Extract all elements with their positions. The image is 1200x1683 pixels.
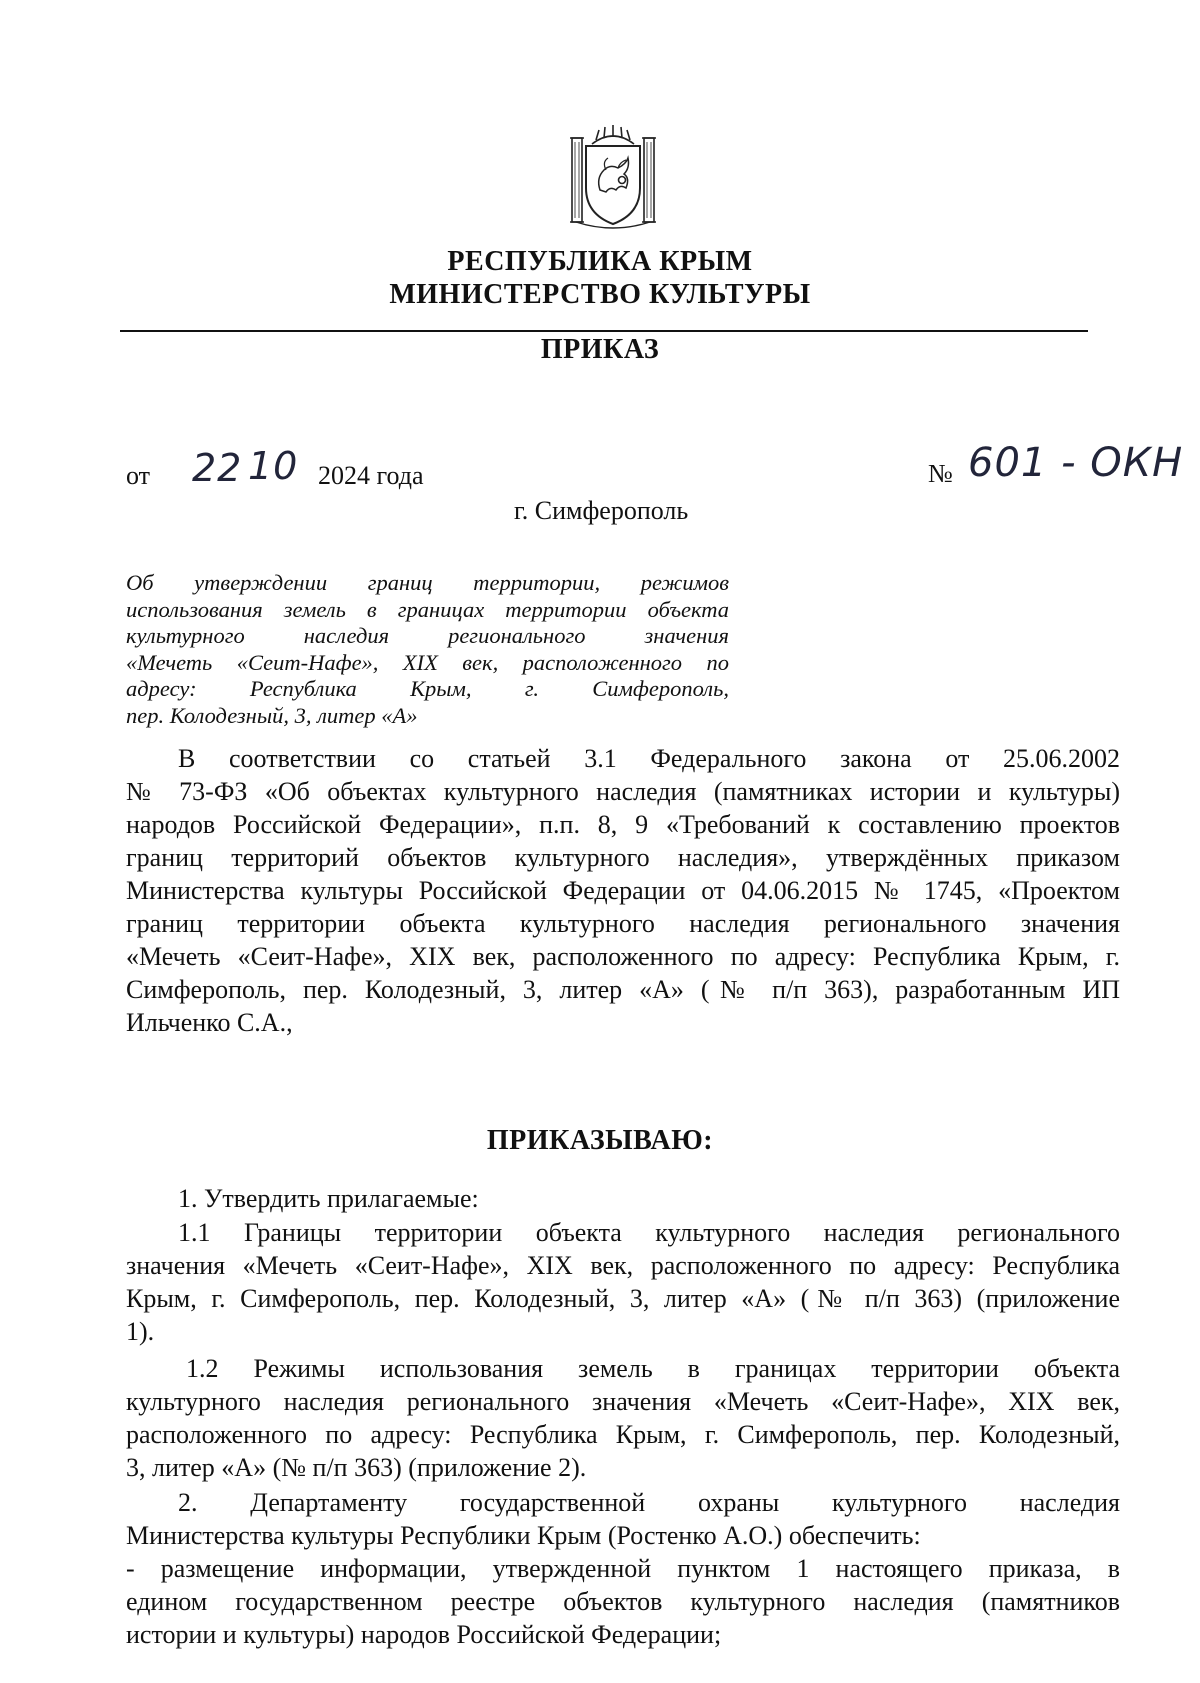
header-republic: РЕСПУБЛИКА КРЫМ: [447, 246, 753, 277]
item-1-1: [126, 1216, 1120, 1348]
item-2-line: - размещение информации, утвержденной пунктом 1 настоящего приказа, в: [126, 1554, 1120, 1583]
preamble-paragraph: [126, 742, 1120, 1039]
handwritten-number: 601 - ОКН: [968, 440, 1184, 486]
coat-of-arms-emblem: [566, 118, 660, 230]
city: г. Симферополь: [514, 496, 689, 525]
item-2-line: истории и культуры) народов Российской Федерации;: [126, 1620, 722, 1649]
item-1-1-line: Крым, г. Симферополь, пер. Колодезный, 3, литер «А» (№ п/п 363) (приложение: [126, 1284, 1120, 1313]
item-2-line: едином государственном реестре объектов культурного наследия (памятников: [126, 1587, 1120, 1616]
subject-line: культурного наследия регионального значения: [126, 623, 729, 648]
item-1-2-line: 1.2 Режимы использования земель в границах территории объекта: [186, 1354, 1120, 1383]
item-1-1-line: значения «Мечеть «Сеит-Нафе», XIX век, расположенного по адресу: Республика: [126, 1251, 1120, 1280]
header-ministry: МИНИСТЕРСТВО КУЛЬТУРЫ: [389, 279, 811, 310]
item-2: [126, 1486, 1120, 1651]
item-1-2-line: культурного наследия регионального значения «Мечеть «Сеит-Нафе», XIX век,: [126, 1387, 1120, 1416]
item-2-line: Министерства культуры Республики Крым (Ростенко А.О.) обеспечить:: [126, 1521, 921, 1550]
item-1-2-line: 3, литер «А» (№ п/п 363) (приложение 2).: [126, 1453, 587, 1482]
date-year: 2024 года: [318, 461, 424, 490]
preamble-line: № 73-ФЗ «Об объектах культурного наследия (памятниках истории и культуры): [126, 777, 1120, 806]
preamble-line: Симферополь, пер. Колодезный, 3, литер «А» (№ п/п 363), разработанным ИП: [126, 975, 1120, 1004]
subject-block: [126, 570, 729, 729]
subject-line: использования земель в границах территории объекта: [126, 596, 729, 622]
item-2-line: 2. Департаменту государственной охраны культурного наследия: [178, 1488, 1120, 1517]
subject-line: Об утверждении границ территории, режимов: [126, 570, 729, 595]
item-1-2: [126, 1352, 1120, 1484]
preamble-line: границ территории объекта культурного наследия регионального значения: [126, 909, 1120, 938]
item-1-line: 1. Утвердить прилагаемые:: [178, 1184, 479, 1213]
orders-heading: ПРИКАЗЫВАЮ:: [486, 1125, 714, 1156]
subject-line: «Мечеть «Сеит-Нафе», XIX век, расположенного по: [126, 649, 729, 675]
preamble-line: народов Российской Федерации», п.п. 8, 9 «Требований к составлению проектов: [126, 810, 1120, 839]
preamble-line: границ территорий объектов культурного наследия», утверждённых приказом: [126, 843, 1120, 872]
preamble-line: Министерства культуры Российской Федерации от 04.06.2015 № 1745, «Проектом: [126, 876, 1120, 905]
handwritten-day: 22: [192, 446, 243, 490]
item-1-1-line: 1).: [126, 1317, 155, 1346]
preamble-line: В соответствии со статьей 3.1 Федерального закона от 25.06.2002: [178, 744, 1120, 773]
preamble-line: Ильченко С.А.,: [126, 1008, 293, 1037]
date-prefix: от: [126, 461, 151, 490]
subject-line: пер. Колодезный, 3, литер «А»: [126, 702, 418, 728]
number-sign: №: [928, 459, 953, 488]
header-rule: [120, 330, 1088, 332]
preamble-line: «Мечеть «Сеит-Нафе», XIX век, расположенного по адресу: Республика Крым, г.: [126, 942, 1120, 971]
subject-line: адресу: Республика Крым, г. Симферополь,: [126, 676, 729, 701]
item-1-2-line: расположенного по адресу: Республика Крым, г. Симферополь, пер. Колодезный,: [126, 1420, 1120, 1449]
document-type: ПРИКАЗ: [540, 334, 660, 365]
handwritten-month: 10: [248, 444, 299, 488]
item-1-1-line: 1.1 Границы территории объекта культурного наследия регионального: [178, 1218, 1120, 1247]
item-1: [126, 1182, 1120, 1215]
